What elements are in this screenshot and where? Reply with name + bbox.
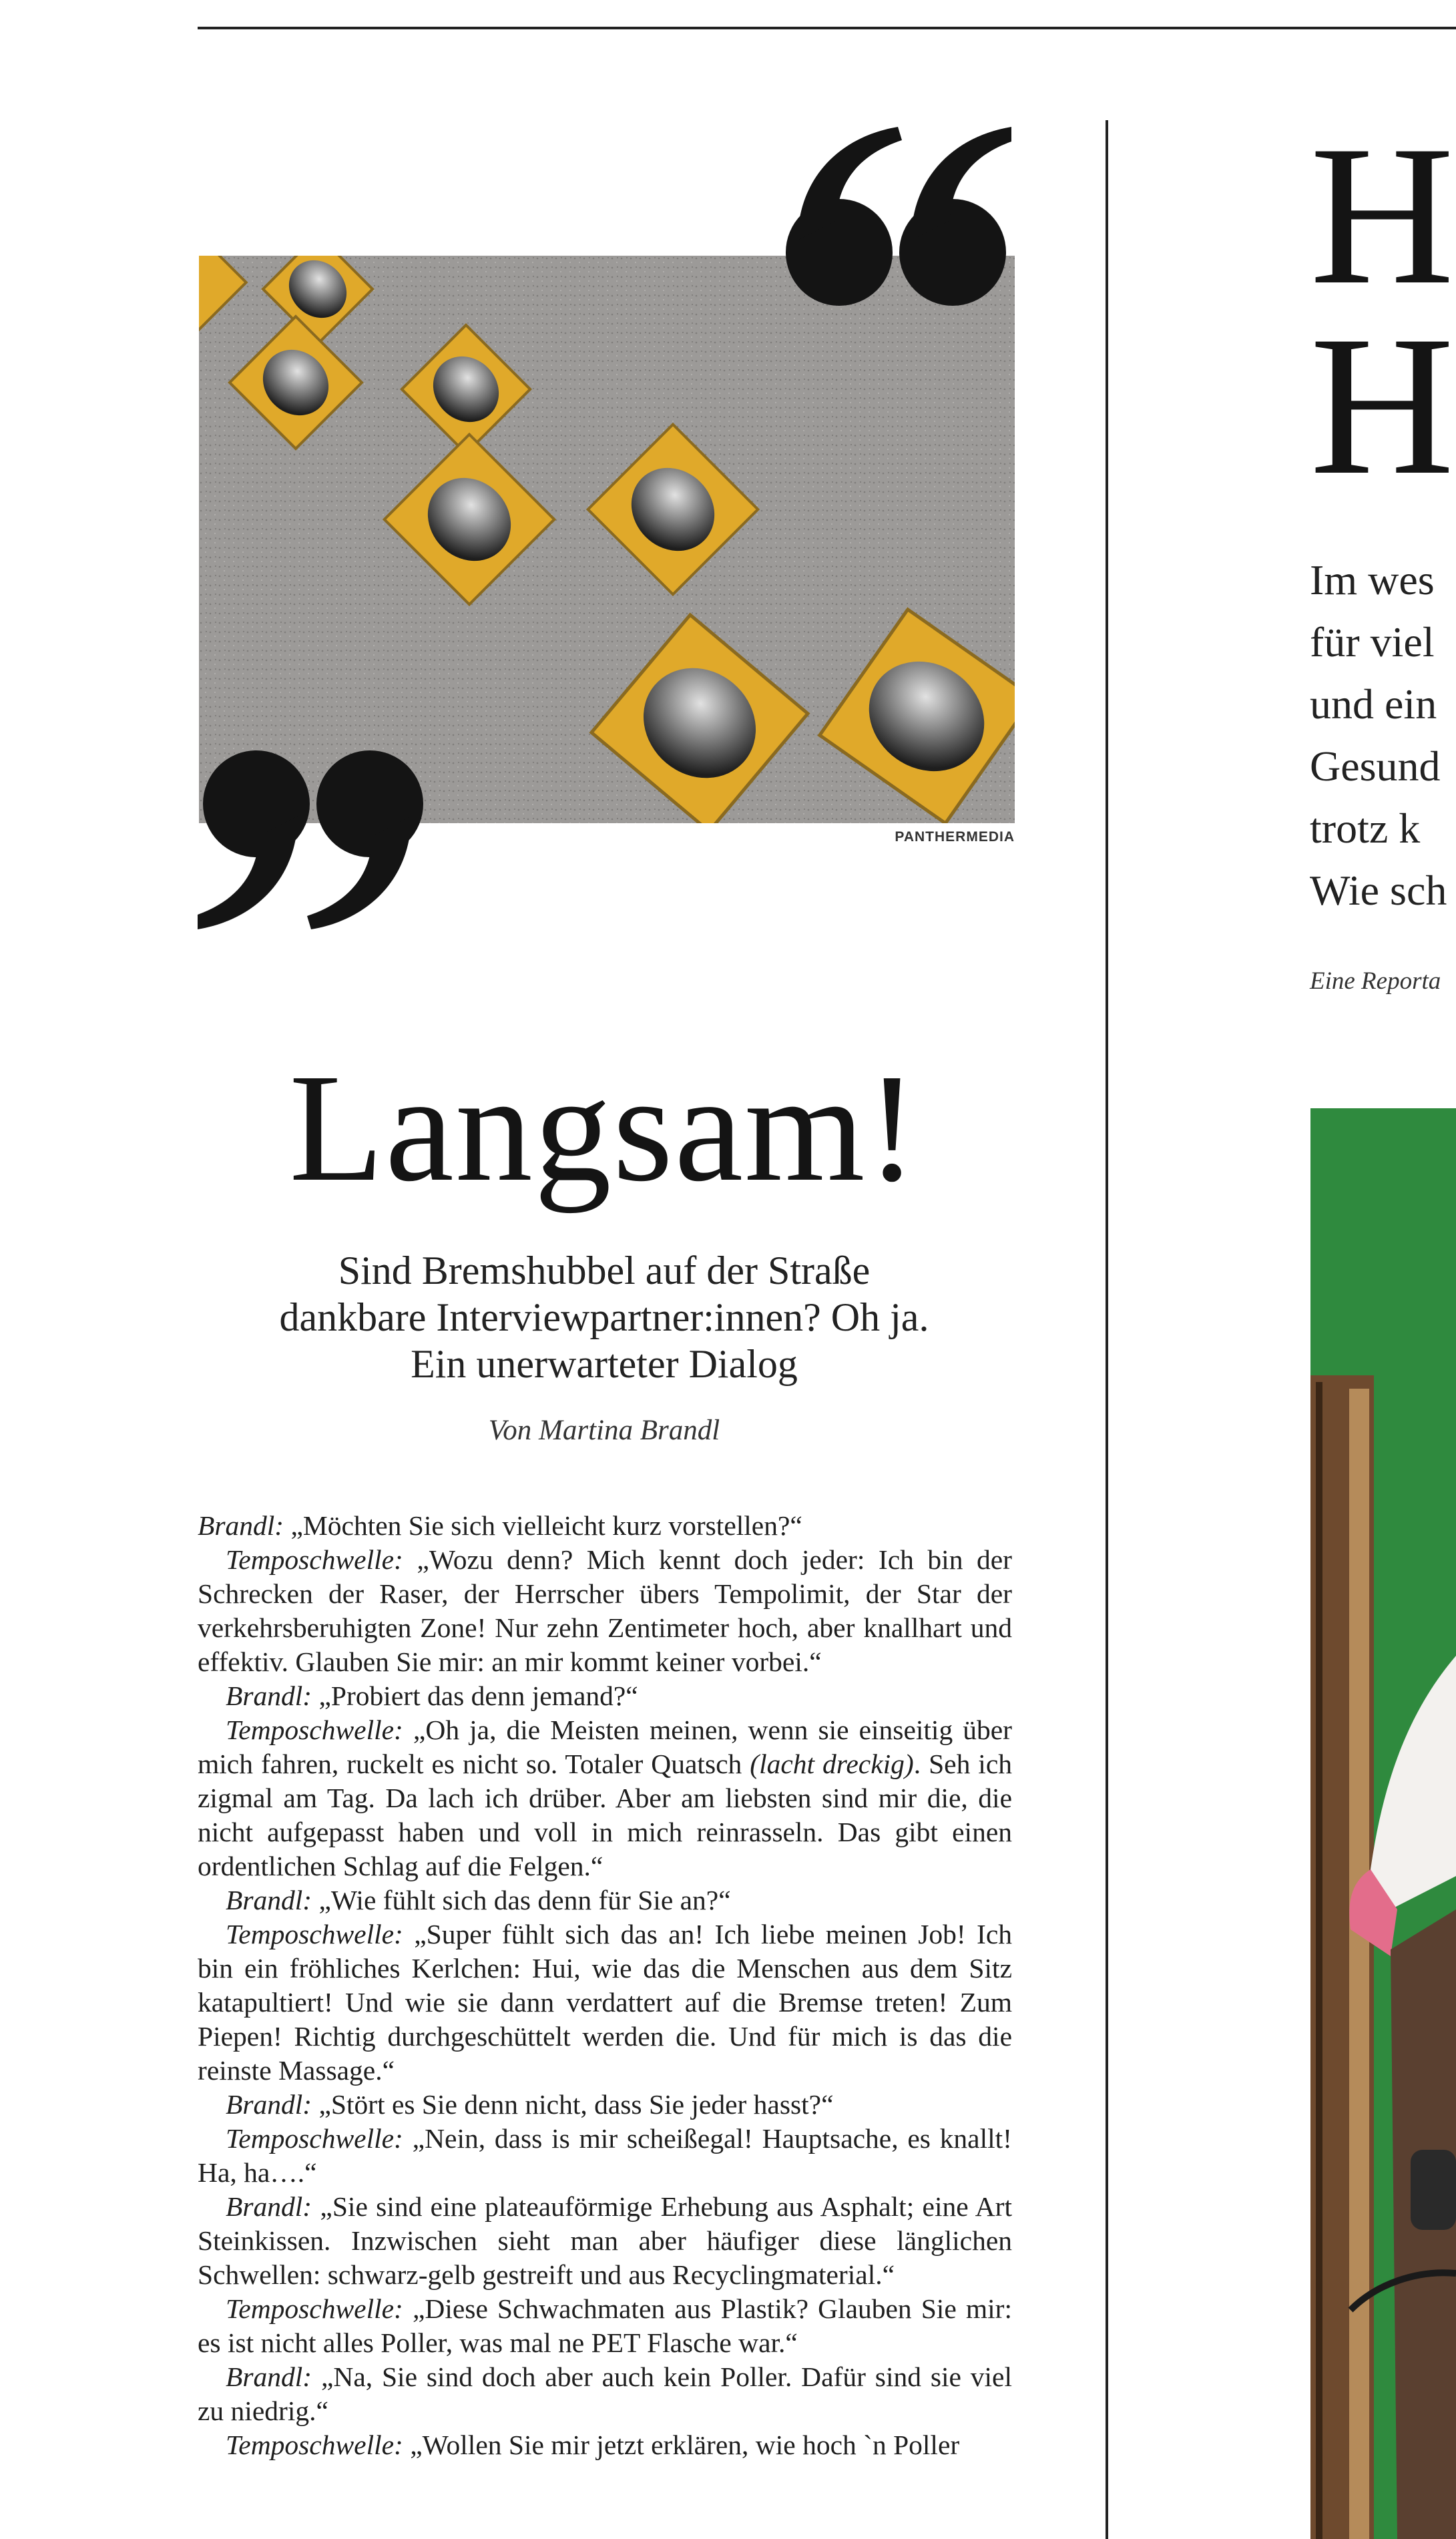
dialog-text: . Seh ich zigmal am Tag. Da lach ich drüber. Aber am liebsten sind mir die, die nicht aufgepasst haben und voll in mich reinrasseln. Das gibt einen ordentlichen Schlag auf die Felgen.“ (198, 1749, 1012, 1881)
top-rule (198, 27, 1456, 29)
dialog-paragraph (198, 2190, 1012, 2292)
dialog-paragraph (198, 2122, 1012, 2190)
subhead-line: Ein unerwarteter Dialog (411, 1342, 798, 1386)
dialog-text: „Oh ja, die Meisten meinen, wenn sie einseitig über mich fahren, ruckelt es nicht so. Totaler Quatsch (198, 1714, 1012, 1779)
right-article-byline: Eine Reporta (1310, 967, 1441, 995)
dialog-text: „Probiert das denn jemand?“ (312, 1680, 638, 1711)
intro-line: Im wes (1310, 556, 1435, 604)
speaker-label: Brandl: (226, 2089, 312, 2120)
dialog-text: „Wozu denn? Mich kennt doch jeder: Ich bin der Schrecken der Raser, der Herrscher übers Tempolimit, der Star der verkehrsberuhigten Zone! Nur zehn Zentimeter hoch, aber knallhart und effektiv. Glauben Sie mir: an mir kommt keiner vorbei.“ (198, 1544, 1012, 1677)
right-article-headline (1310, 104, 1455, 516)
speaker-label: Temposchwelle: (226, 2293, 403, 2324)
dialog-text: „Na, Sie sind doch aber auch kein Poller. Dafür sind sie viel zu niedrig.“ (198, 2361, 1012, 2426)
dialog-text: „Wie fühlt sich das denn für Sie an?“ (312, 1885, 731, 1915)
intro-line: Gesund (1310, 742, 1441, 790)
intro-line: und ein (1310, 680, 1437, 728)
dialog-text: „Möchten Sie sich vielleicht kurz vorstellen?“ (284, 1510, 802, 1541)
dialog-paragraph (198, 2088, 1012, 2122)
dialog-text: „Diese Schwachmaten aus Plastik? Glauben Sie mir: es ist nicht alles Poller, was mal ne PET Flasche war.“ (198, 2293, 1012, 2358)
subhead-line: Sind Bremshubbel auf der Straße (338, 1248, 871, 1293)
speaker-label: Brandl: (198, 1510, 284, 1541)
dialog-paragraph (198, 2360, 1012, 2428)
photo-credit: PANTHERMEDIA (895, 829, 1015, 845)
column-divider (1106, 120, 1108, 2539)
dialog-paragraph (198, 1713, 1012, 1883)
speed-bump-photo (199, 256, 1015, 823)
dialog-paragraph (198, 1883, 1012, 1917)
speed-bump-illustration (199, 256, 1015, 823)
intro-line: für viel (1310, 618, 1435, 666)
dialog-text: „Super fühlt sich das an! Ich liebe meinen Job! Ich bin ein fröhliches Kerlchen: Hui, wie das die Menschen aus dem Sitz katapultiert! Und wie sie dann verdattert auf die Bremse treten! Zum Piepen! Richtig durchgeschüttelt werden die. Und für mich is das die reinste Massage.“ (198, 1919, 1012, 2086)
dialog-paragraph (198, 1509, 1012, 1543)
stage-direction: (lacht dreckig) (750, 1749, 914, 1779)
article-headline: Langsam! (289, 1042, 919, 1214)
speaker-label: Brandl: (226, 1680, 312, 1711)
speaker-label: Brandl: (226, 2191, 312, 2222)
opening-quote-icon (784, 120, 1011, 314)
speaker-label: Brandl: (226, 2361, 312, 2392)
dialog-paragraph (198, 1917, 1012, 2088)
intro-line: Wie sch (1310, 867, 1447, 914)
dialog-paragraph (198, 1679, 1012, 1713)
article-body (198, 1509, 1012, 2462)
article-subhead (200, 1247, 1008, 1387)
headline-fragment: H (1310, 104, 1455, 326)
speaker-label: Brandl: (226, 1885, 312, 1915)
doorway-photo-illustration (1310, 1108, 1456, 2539)
subhead-line: dankbare Interviewpartner:innen? Oh ja. (279, 1295, 929, 1339)
right-article-intro (1310, 549, 1447, 921)
right-article-photo (1310, 1108, 1456, 2539)
dialog-paragraph (198, 1543, 1012, 1679)
article-byline: Von Martina Brandl (488, 1415, 720, 1446)
closing-quote-icon (198, 742, 425, 936)
dialog-paragraph (198, 2428, 1012, 2462)
intro-line: trotz k (1310, 804, 1421, 852)
speaker-label: Temposchwelle: (226, 1714, 403, 1745)
dialog-text: „Nein, dass is mir scheißegal! Hauptsache, es knallt! Ha, ha….“ (198, 2123, 1012, 2188)
dialog-text: „Wollen Sie mir jetzt erklären, wie hoch `n Poller (403, 2430, 960, 2460)
dialog-text: „Sie sind eine plateauförmige Erhebung aus Asphalt; eine Art Steinkissen. Inzwischen sieht man aber häufiger diese länglichen Schwellen: schwarz-gelb gestreift und aus Recyclingmaterial.“ (198, 2191, 1012, 2290)
dialog-text: „Stört es Sie denn nicht, dass Sie jeder hasst?“ (312, 2089, 834, 2120)
speaker-label: Temposchwelle: (226, 2123, 403, 2154)
dialog-paragraph (198, 2292, 1012, 2360)
headline-fragment: H (1310, 294, 1455, 516)
speaker-label: Temposchwelle: (226, 1544, 403, 1575)
speaker-label: Temposchwelle: (226, 1919, 403, 1949)
speaker-label: Temposchwelle: (226, 2430, 403, 2460)
